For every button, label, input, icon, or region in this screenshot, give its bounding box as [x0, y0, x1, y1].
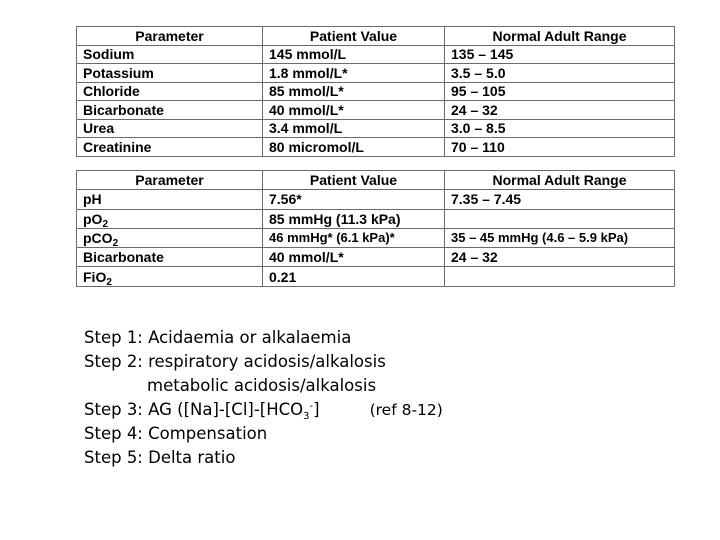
patient-value-cell: 80 micromol/L [263, 138, 445, 157]
parameter-cell: Bicarbonate [77, 101, 263, 120]
patient-value-cell: 1.8 mmol/L* [263, 64, 445, 83]
electrolytes-table [76, 26, 675, 157]
header-patient-value: Patient Value [263, 27, 445, 46]
table-row [77, 82, 675, 101]
subscript: 2 [112, 238, 119, 248]
step-3 [84, 398, 443, 422]
header-parameter: Parameter [77, 27, 263, 46]
normal-range-cell: 135 – 145 [445, 45, 675, 64]
normal-range-cell: 3.0 – 8.5 [445, 119, 675, 138]
blood-gas-table [76, 170, 675, 287]
table-row [77, 64, 675, 83]
parameter-cell [77, 267, 263, 286]
step-4: Step 4: Compensation [84, 424, 268, 443]
patient-value-cell: 40 mmol/L* [263, 248, 445, 267]
normal-range-cell: 95 – 105 [445, 82, 675, 101]
normal-range-cell [445, 209, 675, 228]
parameter-cell: Bicarbonate [77, 248, 263, 267]
normal-range-cell [445, 267, 675, 286]
header-normal-range: Normal Adult Range [445, 171, 675, 190]
step-3-text: Step 3: AG ([Na]-[Cl]-[HCO [84, 400, 304, 419]
table-row [77, 101, 675, 120]
parameter-text: pO [83, 210, 103, 227]
parameter-cell: Sodium [77, 45, 263, 64]
table-header-row [77, 171, 675, 190]
table-row [77, 190, 675, 209]
header-normal-range: Normal Adult Range [445, 27, 675, 46]
parameter-cell: Chloride [77, 82, 263, 101]
step-2: Step 2: respiratory acidosis/alkalosis [84, 352, 386, 371]
table-row [77, 267, 675, 286]
table-row [77, 228, 675, 247]
superscript: - [309, 401, 314, 412]
patient-value-cell: 0.21 [263, 267, 445, 286]
table-row [77, 138, 675, 157]
patient-value-cell: 85 mmol/L* [263, 82, 445, 101]
table-header-row [77, 27, 675, 46]
normal-range-cell: 35 – 45 mmHg (4.6 – 5.9 kPa) [445, 228, 675, 247]
patient-value-cell: 3.4 mmol/L [263, 119, 445, 138]
analysis-steps [84, 326, 443, 470]
step-3-reference-wrap [370, 398, 443, 422]
patient-value-cell: 145 mmol/L [263, 45, 445, 64]
step-3-reference: (ref 8-12) [369, 401, 443, 419]
patient-value-cell: 40 mmol/L* [263, 101, 445, 120]
header-patient-value: Patient Value [263, 171, 445, 190]
table-row [77, 209, 675, 228]
normal-range-cell: 70 – 110 [445, 138, 675, 157]
step-5: Step 5: Delta ratio [84, 448, 236, 467]
parameter-cell [77, 228, 263, 247]
parameter-text: FiO [83, 268, 107, 285]
parameter-cell: Creatinine [77, 138, 263, 157]
subscript: 3 [303, 411, 310, 422]
header-parameter: Parameter [77, 171, 263, 190]
parameter-cell [77, 209, 263, 228]
normal-range-cell: 3.5 – 5.0 [445, 64, 675, 83]
normal-range-cell: 24 – 32 [445, 248, 675, 267]
patient-value-cell: 46 mmHg* (6.1 kPa)* [263, 228, 445, 247]
subscript: 2 [106, 276, 112, 287]
normal-range-cell: 7.35 – 7.45 [445, 190, 675, 209]
step-2-continued: metabolic acidosis/alkalosis [147, 376, 377, 395]
subscript: 2 [102, 218, 109, 229]
normal-range-cell: 24 – 32 [445, 101, 675, 120]
patient-value-cell: 7.56* [263, 190, 445, 209]
parameter-text: pCO [83, 230, 113, 247]
parameter-cell: Potassium [77, 64, 263, 83]
parameter-cell: Urea [77, 119, 263, 138]
step-1: Step 1: Acidaemia or alkalaemia [84, 328, 352, 347]
table-row [77, 119, 675, 138]
table-row [77, 45, 675, 64]
table-row [77, 248, 675, 267]
patient-value-cell: 85 mmHg (11.3 kPa) [263, 209, 445, 228]
step-3-close: ] [313, 400, 320, 419]
parameter-cell: pH [77, 190, 263, 209]
